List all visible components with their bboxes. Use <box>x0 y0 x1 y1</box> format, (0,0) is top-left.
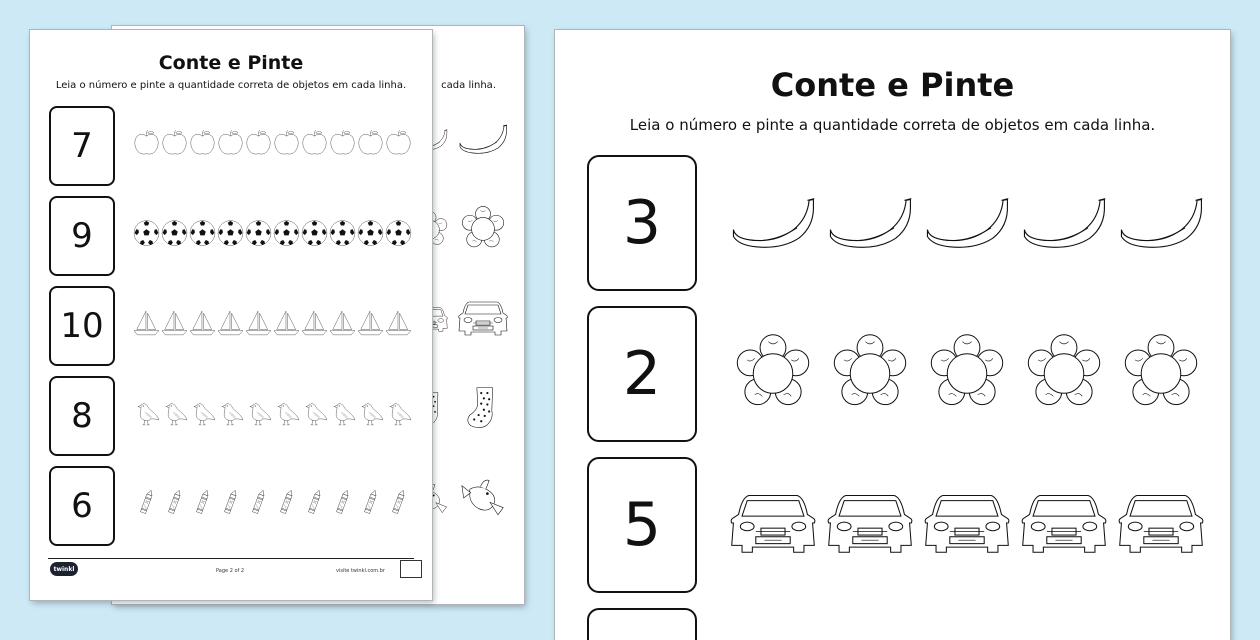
left-worksheet-title: Conte e Pinte <box>158 52 304 74</box>
apple-icon <box>245 128 272 158</box>
car-icon <box>1021 485 1107 561</box>
crayon-icon <box>189 488 216 518</box>
apple-icon <box>217 128 244 158</box>
apple-icon <box>189 128 216 158</box>
ball-icon <box>273 218 300 248</box>
flower-icon <box>827 334 913 410</box>
number-box-9: 9 <box>49 196 115 276</box>
boat-icon <box>385 308 412 338</box>
car-icon <box>730 485 816 561</box>
banana-icon <box>458 116 508 160</box>
flower-icon <box>924 334 1010 410</box>
boat-icon <box>217 308 244 338</box>
left-worksheet-subtitle: Leia o número e pinte a quantidade correta de objetos em cada linha. <box>55 80 407 91</box>
back-worksheet-subtitle-fragment: cada linha. <box>441 80 496 91</box>
banana-icon <box>1021 183 1107 259</box>
bird-icon <box>189 398 216 428</box>
bird-icon <box>385 398 412 428</box>
footer-site-text: visite twinkl.com.br <box>336 568 385 574</box>
flower-icon <box>1021 334 1107 410</box>
bird-icon <box>301 398 328 428</box>
car-icon <box>458 296 508 340</box>
boat-icon <box>245 308 272 338</box>
next-row-number-box <box>587 608 697 640</box>
number-box-10: 10 <box>49 286 115 366</box>
banana-icon <box>924 183 1010 259</box>
boat-icon <box>301 308 328 338</box>
car-icon <box>924 485 1010 561</box>
number-box-8: 8 <box>49 376 115 456</box>
crayon-icon <box>329 488 356 518</box>
twinkl-logo: twinkl <box>50 562 78 576</box>
bird-icon <box>133 398 160 428</box>
left-worksheet-page <box>30 30 432 600</box>
ball-icon <box>385 218 412 248</box>
bird-icon <box>273 398 300 428</box>
boat-icon <box>329 308 356 338</box>
crayon-icon <box>161 488 188 518</box>
bird-icon <box>217 398 244 428</box>
crayon-icon <box>301 488 328 518</box>
crayon-icon <box>217 488 244 518</box>
apple-icon <box>133 128 160 158</box>
crayon-icon <box>385 488 412 518</box>
apple-icon <box>161 128 188 158</box>
boat-icon <box>161 308 188 338</box>
fish-icon <box>458 476 508 520</box>
car-icon <box>1118 485 1204 561</box>
banana-icon <box>1118 183 1204 259</box>
apple-icon <box>329 128 356 158</box>
bird-icon <box>161 398 188 428</box>
right-worksheet-title: Conte e Pinte <box>770 66 1015 104</box>
number-box-3: 3 <box>587 155 697 291</box>
number-box-6: 6 <box>49 466 115 546</box>
footer-badge-icon <box>400 560 422 578</box>
boat-icon <box>357 308 384 338</box>
ball-icon <box>189 218 216 248</box>
ball-icon <box>301 218 328 248</box>
apple-icon <box>357 128 384 158</box>
flower-icon <box>1118 334 1204 410</box>
sock-icon <box>458 386 508 430</box>
footer-page-label: Page 2 of 2 <box>216 568 245 574</box>
bird-icon <box>245 398 272 428</box>
number-box-2: 2 <box>587 306 697 442</box>
footer-divider <box>48 558 414 559</box>
right-worksheet-page <box>555 30 1230 640</box>
apple-icon <box>385 128 412 158</box>
ball-icon <box>357 218 384 248</box>
apple-icon <box>273 128 300 158</box>
crayon-icon <box>273 488 300 518</box>
crayon-icon <box>133 488 160 518</box>
bird-icon <box>329 398 356 428</box>
boat-icon <box>189 308 216 338</box>
bird-icon <box>357 398 384 428</box>
flower-icon <box>730 334 816 410</box>
number-box-7: 7 <box>49 106 115 186</box>
apple-icon <box>301 128 328 158</box>
banana-icon <box>827 183 913 259</box>
ball-icon <box>217 218 244 248</box>
banana-icon <box>730 183 816 259</box>
crayon-icon <box>245 488 272 518</box>
car-icon <box>827 485 913 561</box>
boat-icon <box>133 308 160 338</box>
ball-icon <box>245 218 272 248</box>
boat-icon <box>273 308 300 338</box>
ball-icon <box>329 218 356 248</box>
crayon-icon <box>357 488 384 518</box>
right-worksheet-subtitle: Leia o número e pinte a quantidade correta de objetos em cada linha. <box>629 116 1156 134</box>
flower-icon <box>458 206 508 250</box>
number-box-5: 5 <box>587 457 697 593</box>
ball-icon <box>161 218 188 248</box>
ball-icon <box>133 218 160 248</box>
